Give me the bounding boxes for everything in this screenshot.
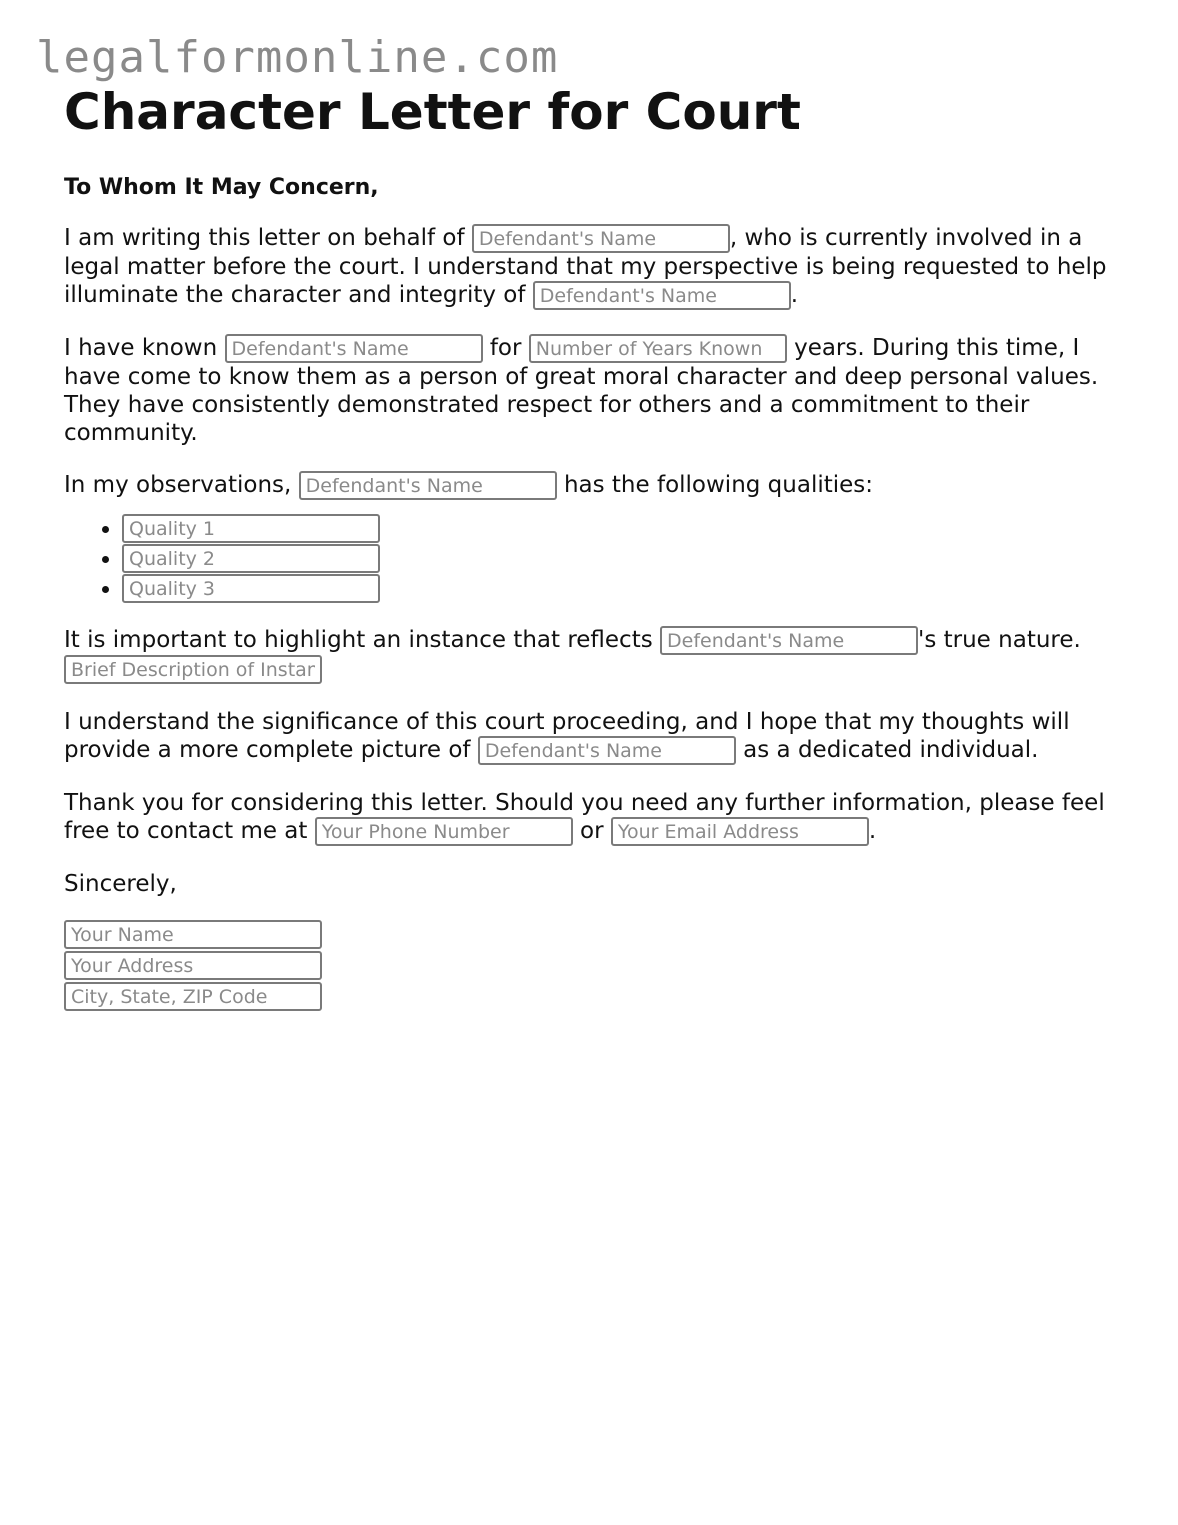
city-state-zip-input[interactable] xyxy=(64,982,322,1011)
email-input[interactable] xyxy=(611,817,869,846)
text: Thank you for considering this letter. Should you need any further information, please feel free to contact me at xyxy=(64,790,1105,844)
paragraph-instance xyxy=(64,626,1124,684)
text: I am writing this letter on behalf of xyxy=(64,225,472,251)
quality-2-input[interactable] xyxy=(122,544,380,573)
quality-1-input[interactable] xyxy=(122,514,380,543)
list-item xyxy=(122,514,1124,544)
signature-block xyxy=(64,920,1124,1011)
text: 's true nature. xyxy=(918,627,1081,653)
instance-description-input[interactable] xyxy=(64,655,322,684)
defendant-name-input-6[interactable] xyxy=(478,736,736,765)
closing: Sincerely, xyxy=(64,871,177,897)
list-item xyxy=(122,544,1124,574)
text: It is important to highlight an instance that reflects xyxy=(64,627,661,653)
site-watermark: legalformonline.com xyxy=(36,32,559,83)
text: , who is currently involved in a legal matter before the court. I understand that my perspective is being requested to help illuminate the character and integrity of xyxy=(64,225,1107,308)
text: . xyxy=(868,818,877,844)
defendant-name-input-2[interactable] xyxy=(533,281,791,310)
text: for xyxy=(482,335,529,361)
defendant-name-input-1[interactable] xyxy=(472,224,730,253)
text: In my observations, xyxy=(64,472,299,498)
years-known-input[interactable] xyxy=(529,334,787,363)
defendant-name-input-3[interactable] xyxy=(225,334,483,363)
paragraph-observations xyxy=(64,471,1124,500)
text: as a dedicated individual. xyxy=(735,737,1039,763)
paragraph-contact xyxy=(64,789,1124,846)
text: I have known xyxy=(64,335,225,361)
letter-content xyxy=(64,84,1124,1013)
quality-3-input[interactable] xyxy=(122,574,380,603)
text: . xyxy=(790,282,799,308)
defendant-name-input-4[interactable] xyxy=(299,471,557,500)
text: or xyxy=(572,818,611,844)
qualities-list xyxy=(64,514,1124,604)
text: I understand the significance of this court proceeding, and I hope that my thoughts will provide a more complete picture of xyxy=(64,709,1070,763)
your-name-input[interactable] xyxy=(64,920,322,949)
page-title: Character Letter for Court xyxy=(64,83,801,141)
list-item xyxy=(122,574,1124,604)
defendant-name-input-5[interactable] xyxy=(660,626,918,655)
paragraph-intro xyxy=(64,224,1124,310)
paragraph-known xyxy=(64,334,1124,447)
text: has the following qualities: xyxy=(556,472,874,498)
your-address-input[interactable] xyxy=(64,951,322,980)
text: years. During this time, I have come to know them as a person of great moral character and deep personal values. They have consistently demonstrated respect for others and a commitment to their community. xyxy=(64,335,1099,446)
phone-input[interactable] xyxy=(315,817,573,846)
paragraph-significance xyxy=(64,708,1124,765)
greeting: To Whom It May Concern, xyxy=(64,175,379,200)
